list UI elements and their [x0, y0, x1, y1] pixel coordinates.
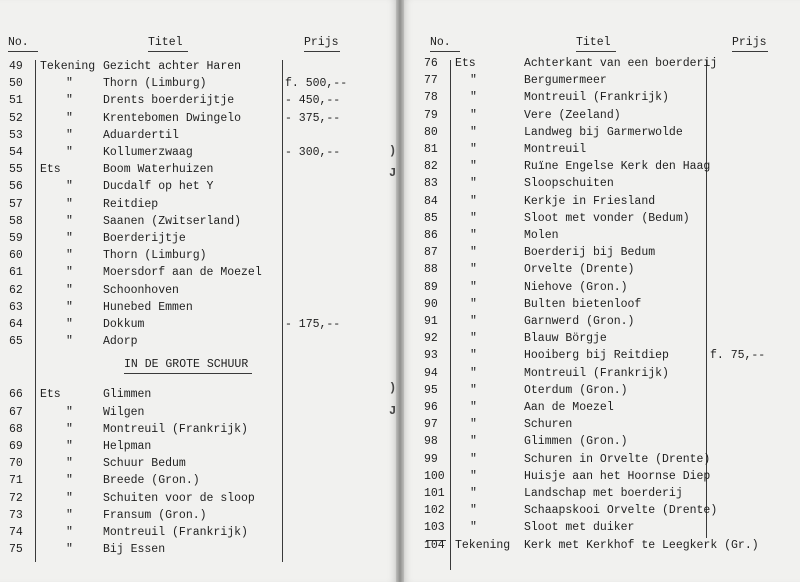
artwork-title: Breede (Gron.) — [103, 474, 200, 488]
artwork-title: Montreuil (Frankrijk) — [524, 91, 669, 105]
catalog-number: 97 — [424, 418, 438, 432]
artwork-title: Sloot met vonder (Bedum) — [524, 211, 690, 225]
catalog-number: 64 — [9, 318, 23, 331]
technique-ditto: " — [66, 474, 73, 488]
artwork-title: Hunebed Emmen — [103, 300, 193, 314]
right-number-column-line — [450, 60, 451, 570]
artwork-title: Vere (Zeeland) — [524, 108, 621, 122]
catalog-number: 100 — [424, 469, 445, 483]
catalog-number: 91 — [424, 315, 438, 328]
catalog-number: 104 — [424, 538, 445, 552]
technique-ditto: " — [66, 94, 73, 108]
artwork-title: Sloopschuiten — [524, 177, 614, 191]
artwork-title: Aduardertil — [103, 128, 179, 142]
technique-ditto: " — [470, 280, 477, 294]
price: - 375,-- — [285, 111, 341, 125]
artwork-title: Blauw Börgje — [524, 332, 607, 346]
artwork-title: Gezicht achter Haren — [103, 60, 242, 73]
catalog-number: 68 — [9, 422, 23, 436]
technique-ditto: " — [66, 266, 73, 280]
artwork-title: Schuren in Orvelte (Drente) — [524, 452, 711, 466]
price: - 450,-- — [285, 94, 341, 108]
artwork-title: Sloot met duiker — [524, 521, 635, 535]
catalog-number: 82 — [424, 160, 438, 174]
artwork-title: Glimmen (Gron.) — [524, 435, 628, 449]
technique-ditto: " — [66, 77, 73, 91]
technique-ditto: " — [470, 332, 477, 346]
technique-ditto: " — [66, 318, 73, 331]
catalog-number: 103 — [424, 521, 445, 535]
technique-ditto: " — [66, 405, 73, 419]
artwork-title: Bij Essen — [103, 543, 166, 557]
catalog-number: 62 — [9, 283, 23, 297]
technique-ditto: " — [66, 180, 73, 194]
catalog-number: 102 — [424, 504, 445, 518]
artwork-title: Boerderijtje — [103, 232, 186, 245]
technique-ditto: " — [470, 435, 477, 449]
technique-ditto: " — [66, 128, 73, 142]
binding-mark-bottom: ) — [389, 381, 397, 395]
artwork-title: Ducdalf op het Y — [103, 180, 214, 194]
technique-ditto: " — [470, 229, 477, 242]
technique-ditto: " — [470, 91, 477, 105]
technique-ditto: " — [470, 366, 477, 380]
catalog-number: 84 — [424, 194, 438, 208]
catalog-number: 75 — [9, 543, 23, 557]
artwork-title: Adorp — [103, 335, 138, 349]
catalog-number: 96 — [424, 401, 438, 414]
artwork-title: Boerderij bij Bedum — [524, 246, 656, 260]
technique-ditto: " — [470, 194, 477, 208]
artwork-title: Niehove (Gron.) — [524, 280, 628, 294]
artwork-title: Montreuil — [524, 143, 587, 156]
catalog-number: 52 — [9, 111, 23, 125]
catalog-number: 71 — [9, 474, 23, 488]
artwork-title: Montreuil (Frankrijk) — [103, 526, 248, 539]
left-header-prijs: Prijs — [304, 36, 339, 49]
technique-ditto: " — [470, 521, 477, 535]
artwork-title: Saanen (Zwitserland) — [103, 214, 242, 228]
artwork-title: Hooiberg bij Reitdiep — [524, 349, 669, 363]
artwork-title: Moersdorf aan de Moezel — [103, 266, 262, 280]
catalog-number: 77 — [424, 74, 438, 88]
catalog-number: 54 — [9, 146, 23, 159]
technique-ditto: " — [470, 74, 477, 88]
binding-mark-top: ) — [389, 144, 397, 158]
catalog-number: 87 — [424, 246, 438, 260]
artwork-title: Molen — [524, 229, 559, 242]
technique-ditto: " — [470, 263, 477, 277]
price: f. 75,-- — [710, 349, 766, 363]
left-header-titel-underline — [148, 51, 188, 52]
technique-ditto: " — [66, 335, 73, 349]
artwork-title: Wilgen — [103, 405, 145, 419]
artwork-title: Dokkum — [103, 318, 145, 331]
technique-ditto: " — [470, 246, 477, 260]
catalog-number: 59 — [9, 232, 23, 245]
catalog-number: 99 — [424, 452, 438, 466]
catalog-number: 65 — [9, 335, 23, 349]
catalog-number: 60 — [9, 249, 23, 263]
catalog-number: 94 — [424, 366, 438, 380]
technique-ditto: " — [470, 418, 477, 432]
artwork-title: Garnwerd (Gron.) — [524, 315, 635, 328]
artwork-title: Thorn (Limburg) — [103, 249, 207, 263]
catalog-number: 49 — [9, 60, 23, 73]
technique-ditto: " — [66, 422, 73, 436]
technique-ditto: " — [470, 349, 477, 363]
technique-ditto: " — [66, 508, 73, 522]
artwork-title: Drents boerderijtje — [103, 94, 235, 108]
technique-ditto: " — [470, 452, 477, 466]
catalog-number: 69 — [9, 440, 23, 453]
catalog-number: 86 — [424, 229, 438, 242]
artwork-title: Fransum (Gron.) — [103, 508, 207, 522]
artwork-title: Kollumerzwaag — [103, 146, 193, 159]
technique-ditto: " — [470, 383, 477, 397]
technique: Tekening — [40, 60, 96, 73]
catalog-number: 80 — [424, 125, 438, 139]
artwork-title: Landschap met boerderij — [524, 487, 683, 500]
technique-ditto: " — [470, 401, 477, 414]
artwork-title: Schuren — [524, 418, 573, 432]
artwork-title: Reitdiep — [103, 197, 159, 211]
catalog-number: 101 — [424, 487, 445, 500]
artwork-title: Boom Waterhuizen — [103, 163, 214, 177]
catalog-number: 92 — [424, 332, 438, 346]
technique: Tekening — [455, 538, 511, 552]
catalog-number: 89 — [424, 280, 438, 294]
artwork-title: Schuiten voor de sloop — [103, 491, 255, 505]
catalog-number: 74 — [9, 526, 23, 539]
technique-ditto: " — [66, 214, 73, 228]
right-header-titel: Titel — [576, 36, 611, 49]
catalog-number: 95 — [424, 383, 438, 397]
catalog-number: 58 — [9, 214, 23, 228]
artwork-title: Montreuil (Frankrijk) — [103, 422, 248, 436]
technique-ditto: " — [66, 543, 73, 557]
catalog-number: 79 — [424, 108, 438, 122]
left-number-column-line — [35, 60, 36, 562]
catalog-number: 73 — [9, 508, 23, 522]
artwork-title: Huisje aan het Hoornse Diep — [524, 469, 711, 483]
catalog-number: 55 — [9, 163, 23, 177]
left-header-no: No. — [8, 36, 29, 49]
technique-ditto: " — [470, 125, 477, 139]
catalog-number: 67 — [9, 405, 23, 419]
catalog-number: 53 — [9, 128, 23, 142]
catalog-number: 76 — [424, 57, 438, 70]
left-section-title-underline — [124, 373, 252, 374]
artwork-title: Schaapskooi Orvelte (Drente) — [524, 504, 718, 518]
catalog-number: 88 — [424, 263, 438, 277]
left-header-prijs-underline — [304, 51, 340, 52]
catalog-number: 56 — [9, 180, 23, 194]
artwork-title: Aan de Moezel — [524, 401, 614, 414]
left-header-titel: Titel — [148, 36, 183, 49]
artwork-title: Glimmen — [103, 388, 152, 402]
price: f. 500,-- — [285, 77, 348, 91]
artwork-title: Achterkant van een boerderij — [524, 57, 718, 70]
right-header-prijs-underline — [732, 51, 768, 52]
technique-ditto: " — [66, 491, 73, 505]
catalog-number: 61 — [9, 266, 23, 280]
catalog-number: 63 — [9, 300, 23, 314]
right-header-titel-underline — [576, 51, 616, 52]
right-header-no-underline — [430, 51, 460, 52]
technique-ditto: " — [66, 283, 73, 297]
right-header-prijs: Prijs — [732, 36, 767, 49]
artwork-title: Ruïne Engelse Kerk den Haag — [524, 160, 711, 174]
artwork-title: Kerk met Kerkhof te Leegkerk (Gr.) — [524, 538, 759, 552]
catalog-number: 66 — [9, 388, 23, 402]
technique: Ets — [40, 388, 61, 402]
book-gutter — [396, 0, 404, 582]
catalog-number: 83 — [424, 177, 438, 191]
technique-ditto: " — [470, 143, 477, 156]
technique-ditto: " — [470, 504, 477, 518]
technique: Ets — [455, 57, 476, 70]
technique-ditto: " — [470, 108, 477, 122]
left-header-no-underline — [8, 51, 38, 52]
artwork-title: Schuur Bedum — [103, 457, 186, 471]
technique-ditto: " — [470, 469, 477, 483]
technique-ditto: " — [66, 526, 73, 539]
technique-ditto: " — [66, 440, 73, 453]
binding-mark-top-lower: J — [389, 166, 397, 180]
catalog-number: 78 — [424, 91, 438, 105]
catalog-number: 93 — [424, 349, 438, 363]
technique-ditto: " — [66, 197, 73, 211]
catalog-number: 81 — [424, 143, 438, 156]
catalog-number: 51 — [9, 94, 23, 108]
artwork-title: Landweg bij Garmerwolde — [524, 125, 683, 139]
price: - 300,-- — [285, 146, 341, 159]
technique-ditto: " — [66, 249, 73, 263]
artwork-title: Bergumermeer — [524, 74, 607, 88]
artwork-title: Thorn (Limburg) — [103, 77, 207, 91]
right-header-no: No. — [430, 36, 451, 49]
catalog-number: 85 — [424, 211, 438, 225]
artwork-title: Orvelte (Drente) — [524, 263, 635, 277]
technique-ditto: " — [470, 315, 477, 328]
technique-ditto: " — [470, 211, 477, 225]
artwork-title: Schoonhoven — [103, 283, 179, 297]
technique-ditto: " — [470, 177, 477, 191]
artwork-title: Helpman — [103, 440, 152, 453]
left-price-column-line — [282, 60, 283, 562]
catalog-number: 57 — [9, 197, 23, 211]
technique-ditto: " — [66, 111, 73, 125]
price: - 175,-- — [285, 318, 341, 331]
technique-ditto: " — [470, 487, 477, 500]
technique-ditto: " — [470, 297, 477, 311]
left-section-title: IN DE GROTE SCHUUR — [124, 358, 249, 371]
catalog-number: 50 — [9, 77, 23, 91]
artwork-title: Krentebomen Dwingelo — [103, 111, 242, 125]
catalog-number: 70 — [9, 457, 23, 471]
technique-ditto: " — [66, 457, 73, 471]
artwork-title: Bulten bietenloof — [524, 297, 642, 311]
catalog-number: 98 — [424, 435, 438, 449]
artwork-title: Oterdum (Gron.) — [524, 383, 628, 397]
binding-mark-bottom-lower: J — [389, 404, 397, 418]
technique-ditto: " — [66, 300, 73, 314]
artwork-title: Kerkje in Friesland — [524, 194, 656, 208]
catalog-number: 90 — [424, 297, 438, 311]
technique: Ets — [40, 163, 61, 177]
artwork-title: Montreuil (Frankrijk) — [524, 366, 669, 380]
technique-ditto: " — [66, 146, 73, 159]
technique-ditto: " — [66, 232, 73, 245]
catalog-number: 72 — [9, 491, 23, 505]
technique-ditto: " — [470, 160, 477, 174]
